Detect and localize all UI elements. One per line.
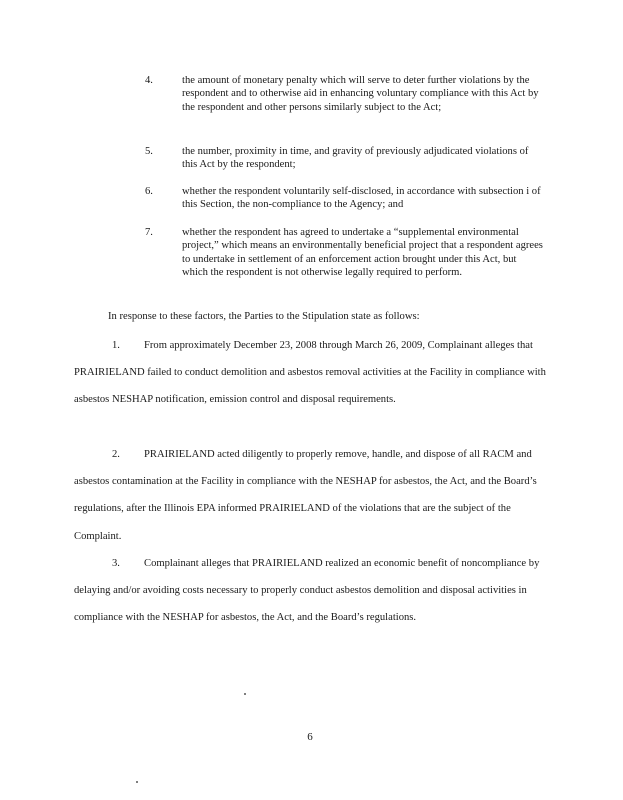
paragraph-number: 1. [112, 340, 120, 351]
factor-text: the number, proximity in time, and gravity of previously adjudicated violations of this Act by the respondent; [182, 146, 529, 171]
scan-speck [244, 693, 246, 695]
scan-speck [136, 781, 138, 783]
paragraph-text: From approximately December 23, 2008 through March 26, 2009, Complainant alleges that PRAIRIELAND failed to conduct demolition and asbestos removal activities at the Facility in compliance with asbestos NESHAP notification, emission control and disposal requirements. [74, 340, 546, 406]
stipulation-paragraph [74, 332, 546, 414]
stipulation-paragraph [74, 550, 546, 632]
paragraph-text: Complainant alleges that PRAIRIELAND realized an economic benefit of noncompliance by delaying and/or avoiding costs necessary to properly conduct asbestos demolition and disposal activities in compliance with the NESHAP for asbestos, the Act, and the Board’s regulations. [74, 558, 540, 624]
paragraph-number: 3. [112, 558, 120, 569]
page-number: 6 [307, 731, 313, 743]
intro-sentence: In response to these factors, the Parties to the Stipulation state as follows: [108, 311, 420, 322]
factor-number: 6. [145, 186, 153, 197]
factor-number: 4. [145, 75, 153, 86]
paragraph-number: 2. [112, 449, 120, 460]
factor-text: whether the respondent has agreed to undertake a “supplemental environmental project,” which means an environmentally beneficial project that a respondent agrees to undertake in settlement of an enforcement action brought under this Act, but which the respondent is not otherwise legally required to perform. [182, 227, 543, 279]
stipulation-paragraph [74, 441, 546, 550]
factor-number: 5. [145, 146, 153, 157]
paragraph-text: PRAIRIELAND acted diligently to properly remove, handle, and dispose of all RACM and asbestos contamination at the Facility in compliance with the NESHAP for asbestos, the Act, and the Board’s regulations, after the Illinois EPA informed PRAIRIELAND of the violations that are the subject of the Complaint. [74, 449, 537, 542]
factor-text: the amount of monetary penalty which will serve to deter further violations by the respondent and to otherwise aid in enhancing voluntary compliance with this Act by the respondent and other persons similarly subject to the Act; [182, 75, 539, 113]
factor-text: whether the respondent voluntarily self-disclosed, in accordance with subsection i of this Section, the non-compliance to the Agency; and [182, 186, 541, 211]
factor-number: 7. [145, 227, 153, 238]
